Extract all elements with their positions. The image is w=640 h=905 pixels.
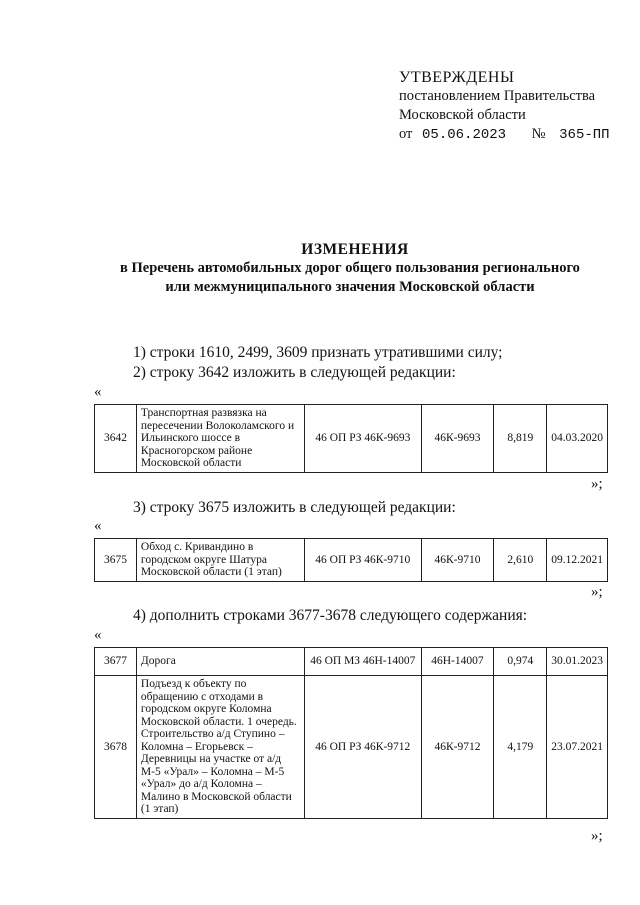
close-quote-2: »; <box>591 584 603 600</box>
approval-block <box>399 68 610 145</box>
cell-code: 46К-9710 <box>421 539 494 582</box>
heading-line-1: в Перечень автомобильных дорог общего пользования регионального <box>120 260 580 276</box>
cell-code: 46К-9693 <box>421 405 494 473</box>
cell-date: 23.07.2021 <box>547 676 608 819</box>
item-3: 3) строку 3675 изложить в следующей редакции: <box>133 499 456 516</box>
item-4: 4) дополнить строками 3677-3678 следующего содержания: <box>133 607 528 624</box>
cell-name: Обход с. Кривандино в городском округе Шатура Московской области (1 этап) <box>136 539 304 582</box>
approval-date-line <box>399 125 610 145</box>
cell-num: 3677 <box>95 648 137 676</box>
document-heading <box>0 240 640 297</box>
approval-date: 05.06.2023 <box>422 127 507 143</box>
approval-line-1: постановлением Правительства <box>399 88 596 104</box>
approval-number: 365-ПП <box>559 127 610 143</box>
table-rows-3677-3678 <box>94 647 608 819</box>
open-quote-3: « <box>94 627 102 643</box>
cell-date: 04.03.2020 <box>547 405 608 473</box>
cell-code: 46К-9712 <box>421 676 494 819</box>
cell-name: Дорога <box>136 648 304 676</box>
table-row-3642 <box>94 404 608 473</box>
cell-length: 4,179 <box>494 676 547 819</box>
cell-length: 0,974 <box>494 648 547 676</box>
cell-num: 3675 <box>95 539 137 582</box>
cell-num: 3678 <box>95 676 137 819</box>
from-label: от <box>399 126 413 142</box>
cell-date: 09.12.2021 <box>547 539 608 582</box>
open-quote-1: « <box>94 384 102 400</box>
table-row-3675 <box>94 538 608 582</box>
cell-id: 46 ОП МЗ 46Н-14007 <box>305 648 421 676</box>
item-2: 2) строку 3642 изложить в следующей редакции: <box>133 364 456 381</box>
close-quote-1: »; <box>591 476 603 492</box>
close-quote-3: »; <box>591 828 603 844</box>
item-1: 1) строки 1610, 2499, 3609 признать утратившими силу; <box>133 344 503 361</box>
cell-code: 46Н-14007 <box>421 648 494 676</box>
open-quote-2: « <box>94 518 102 534</box>
approval-line-2: Московской области <box>399 107 526 123</box>
cell-length: 8,819 <box>494 405 547 473</box>
table-row <box>95 676 608 819</box>
cell-date: 30.01.2023 <box>547 648 608 676</box>
cell-num: 3642 <box>95 405 137 473</box>
cell-name: Подъезд к объекту по обращению с отходами в городском округе Коломна Московской области. 1 очередь. Строительство а/д Ступино – Коломна – Егорьевск – Деревницы на участке от а/д М-5 «Урал» – Коломна – М-5 «Урал» до а/д Коломна – Малино в Московской области (1 этап) <box>136 676 304 819</box>
cell-id: 46 ОП РЗ 46К-9712 <box>305 676 421 819</box>
number-label: № <box>531 126 546 142</box>
approval-title: УТВЕРЖДЕНЫ <box>399 69 515 86</box>
cell-id: 46 ОП РЗ 46К-9693 <box>305 405 421 473</box>
heading-line-2: или межмуниципального значения Московской области <box>165 279 535 295</box>
table-row <box>95 648 608 676</box>
cell-id: 46 ОП РЗ 46К-9710 <box>305 539 421 582</box>
cell-name: Транспортная развязка на пересечении Волоколамского и Ильинского шоссе в Красногорском районе Московской области <box>136 405 304 473</box>
heading-title: ИЗМЕНЕНИЯ <box>301 241 409 258</box>
cell-length: 2,610 <box>494 539 547 582</box>
